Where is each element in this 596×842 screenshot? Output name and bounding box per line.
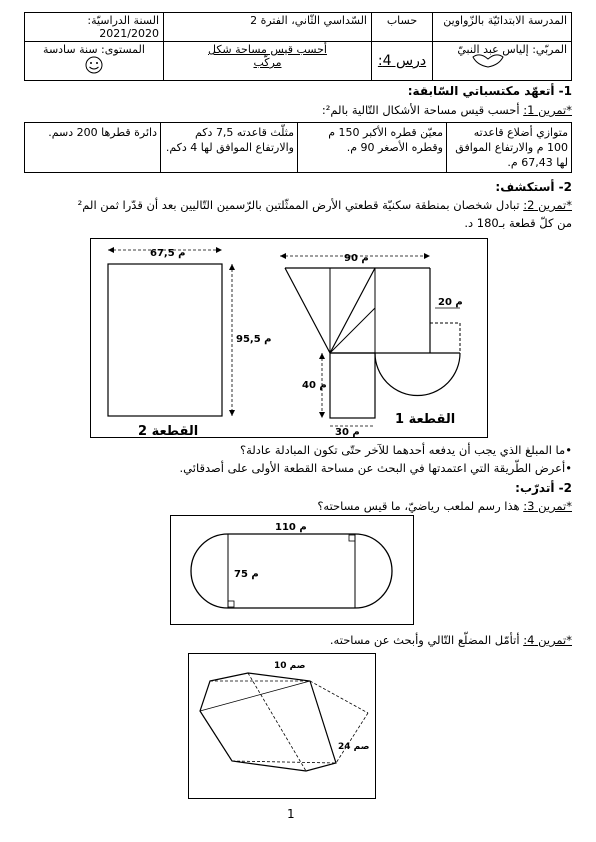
plot1-20-label: 20 م bbox=[438, 297, 463, 308]
parallelogram-cell: متوازي أضلاع قاعدته 100 م والارتفاع الموافق لها 67,43 م. bbox=[447, 123, 572, 173]
plot2-width-label: 67,5 م bbox=[150, 248, 186, 259]
school-name: المدرسة الابتدائيّة بالزّواوين bbox=[433, 13, 572, 42]
stadium-shape bbox=[191, 534, 392, 608]
exercise1-label: *تمرين 1: bbox=[523, 103, 572, 117]
exercise3-line bbox=[317, 499, 572, 513]
subject: حساب bbox=[372, 13, 433, 42]
exercise3-label: *تمرين 3: bbox=[523, 499, 572, 513]
rhombus-cell: معيّن قطره الأكبر 150 م وقطره الأصغر 90 م. bbox=[298, 123, 447, 173]
header-table bbox=[24, 12, 572, 81]
stadium-length-label: 110 م bbox=[275, 522, 307, 533]
smiley-icon bbox=[83, 56, 105, 74]
plot1-semicircle bbox=[375, 353, 460, 396]
section2-title: 2- أستكشف: bbox=[495, 180, 572, 194]
circle-cell: دائرة قطرها 200 دسم. bbox=[25, 123, 161, 173]
exercise1-text: أحسب قيس مساحة الأشكال التّالية بالم²: bbox=[321, 103, 520, 117]
lesson-title-line2: مركّب bbox=[253, 56, 282, 69]
exercise2-text-line2: من كلّ قطعة بـ180 د. bbox=[464, 216, 572, 230]
exercise2-line bbox=[22, 198, 572, 212]
exercise2-label: *تمرين 2: bbox=[523, 198, 572, 212]
plot1-30-label: 30 م bbox=[335, 427, 360, 438]
lesson-title-line1: أحسب قيس مساحة شكل bbox=[208, 43, 327, 56]
figure-land-plots bbox=[90, 238, 488, 438]
exercise2-question1: •ما المبلغ الذي يجب أن يدفعه أحدهما للآخر حتّى تكون المبادلة عادلة؟ bbox=[240, 443, 572, 457]
plot2-rectangle bbox=[108, 264, 222, 416]
exercise1-line bbox=[322, 103, 572, 117]
exercise4-label: *تمرين 4: bbox=[523, 633, 572, 647]
exercise2-text: تبادل شخصان بمنطقة سكنيّة قطعتي الأرض الممثّلتين بالرّسمين التّاليين بعد أن قدّرا ثمن الم² bbox=[77, 198, 520, 212]
teacher-name: المربّي: إلياس عبد النبيّ bbox=[433, 42, 572, 81]
plot1-40-label: 40 م bbox=[302, 380, 327, 391]
stadium-width-label: 75 م bbox=[234, 569, 259, 580]
figure-polygon bbox=[188, 653, 376, 799]
polygon-shape bbox=[200, 673, 336, 771]
level-period: السّداسي الثّاني، الفترة 2 bbox=[164, 13, 372, 42]
plot1-name: القطعة 1 bbox=[395, 412, 456, 427]
page-number: 1 bbox=[287, 807, 295, 821]
polygon-top-label: 10 صم bbox=[274, 661, 306, 671]
polygon-side-label: 24 صم bbox=[338, 742, 370, 752]
exercise1-table bbox=[24, 122, 572, 173]
plot2-name: القطعة 2 bbox=[138, 424, 199, 438]
figure-stadium bbox=[170, 515, 414, 625]
exercise2-question2: •أعرض الطّريقة التي اعتمدتها في البحث عن مساحة القطعة الأولى على أصدقائي. bbox=[179, 461, 572, 475]
exercise4-text: أتأمّل المضلّع التّالي وأبحث عن مساحته. bbox=[329, 633, 520, 647]
section1-title: 1- أتعهّد مكتسباتي السّابقة: bbox=[407, 84, 572, 98]
lesson-number: درس 4: bbox=[377, 53, 427, 69]
exercise4-line bbox=[330, 633, 572, 647]
plot1-top-label: 90 م bbox=[344, 253, 369, 264]
triangle-cell: مثلّث قاعدته 7,5 دكم والارتفاع الموافق لها 4 دكم. bbox=[161, 123, 298, 173]
school-year: السنة الدراسيّة: 2021/2020 bbox=[25, 13, 164, 42]
exercise3-text: هذا رسم لملعب رياضيّ، ما قيس مساحته؟ bbox=[317, 499, 520, 513]
section3-title: 2- أتدرّب: bbox=[515, 481, 572, 495]
heart-icon bbox=[471, 54, 505, 68]
plot2-height-label: 95,5 م bbox=[236, 334, 272, 345]
level-label: المستوى: سنة سادسة bbox=[43, 43, 145, 56]
